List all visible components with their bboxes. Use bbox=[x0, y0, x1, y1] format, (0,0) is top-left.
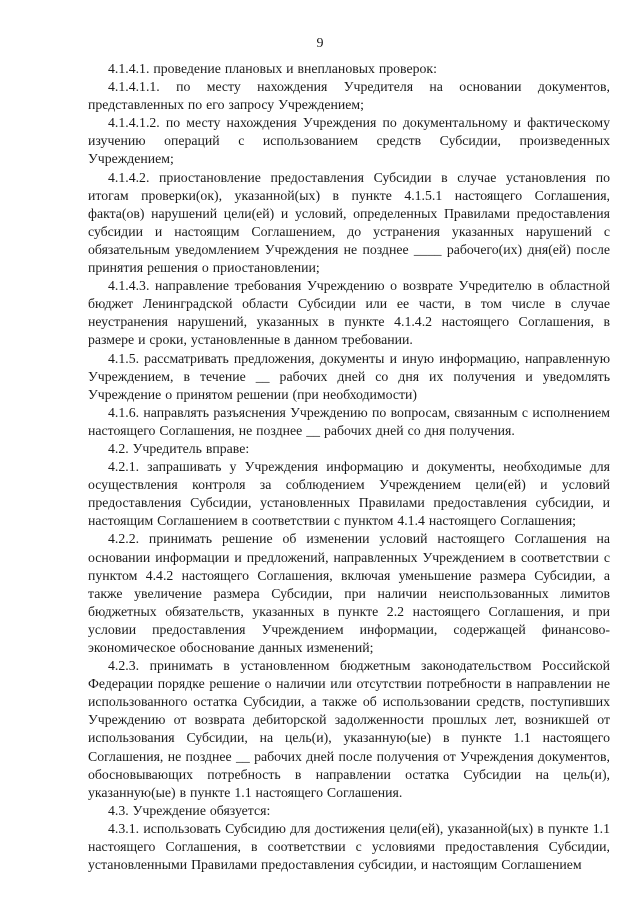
paragraph-4-1-5: 4.1.5. рассматривать предложения, документы и иную информацию, направленную Учреждением, в течение __ рабочих дней со дня их получения и уведомлять Учреждение о принятом решении (при необходимости) bbox=[88, 350, 610, 402]
paragraph-4-3-1: 4.3.1. использовать Субсидию для достижения цели(ей), указанной(ых) в пункте 1.1 настоящего Соглашения, в соответствии с условиями предоставления Субсидии, установленными Правилами предоставления субсидии, и настоящим Соглашением bbox=[88, 820, 610, 873]
paragraph-4-1-4-1: 4.1.4.1. проведение плановых и внеплановых проверок: bbox=[108, 61, 437, 76]
paragraph-4-2-2: 4.2.2. принимать решение об изменении условий настоящего Соглашения на основании информации и предложений, направленных Учреждением в соответствии с пунктом 4.4.2 настоящего Соглашения, включая уменьшение размера Субсидии, а также увеличение размера Субсидии, при наличии неиспользованных лимитов бюджетных обязательств, указанных в пункте 2.2 настоящего Соглашения, и при условии предоставления Учреждением информации, содержащей финансово-экономическое обоснование данных изменений; bbox=[88, 531, 610, 655]
paragraph-4-2-1: 4.2.1. запрашивать у Учреждения информацию и документы, необходимые для осуществления контроля за соблюдением Учреждением цели(ей) и условий предоставления Субсидии, установленных Правилами предоставления субсидии, и настоящим Соглашением в соответствии с пунктом 4.1.4 настоящего Соглашения; bbox=[88, 459, 610, 529]
document-body bbox=[88, 60, 610, 874]
paragraph-4-2-3: 4.2.3. принимать в установленном бюджетным законодательством Российской Федерации порядке решение о наличии или отсутствии потребности в направлении не использованного остатка Субсидии, а также об использовании средств, поступивших Учреждению от возврата дебиторской задолженности прошлых лет, возникшей от использования Субсидии, на цель(и), указанную(ые) в пункте 1.1 настоящего Соглашения, не позднее __ рабочих дней после получения от Учреждения документов, обосновывающих потребность в направлении остатка Субсидии на цель(и), указанную(ые) в пункте 1.1 настоящего Соглашения. bbox=[88, 658, 610, 800]
paragraph-4-1-4-1-1: 4.1.4.1.1. по месту нахождения Учредителя на основании документов, представленных по его запросу Учреждением; bbox=[88, 79, 610, 113]
paragraph-4-1-4-2: 4.1.4.2. приостановление предоставления Субсидии в случае установления по итогам проверки(ок), указанной(ых) в пункте 4.1.5.1 настоящего Соглашения, факта(ов) нарушений цели(ей) и условий, определенных Правилами предоставления субсидии и настоящим Соглашением, до устранения указанных нарушений с обязательным уведомлением Учреждения не позднее ____ рабочего(их) дня(ей) после принятия решения о приостановлении; bbox=[88, 169, 610, 276]
section-heading-4-2: 4.2. Учредитель вправе: bbox=[108, 440, 250, 456]
page-number: 9 bbox=[316, 36, 324, 51]
paragraph-4-1-6: 4.1.6. направлять разъяснения Учреждению по вопросам, связанным с исполнением настоящего Соглашения, не позднее __ рабочих дней со дня получения. bbox=[88, 404, 610, 438]
paragraph-4-1-4-3: 4.1.4.3. направление требования Учреждению о возврате Учредителю в областной бюджет Ленинградской области Субсидии или ее части, в том числе в случае неустранения нарушений, указанных в пункте 4.1.4.2 настоящего Соглашения, в размере и сроки, установленные в данном требовании. bbox=[88, 278, 610, 348]
section-heading-4-3: 4.3. Учреждение обязуется: bbox=[108, 802, 271, 818]
paragraph-4-1-4-1-2: 4.1.4.1.2. по месту нахождения Учреждения по документальному и фактическому изучению операций с использованием средств Субсидии, произведенных Учреждением; bbox=[88, 115, 610, 167]
